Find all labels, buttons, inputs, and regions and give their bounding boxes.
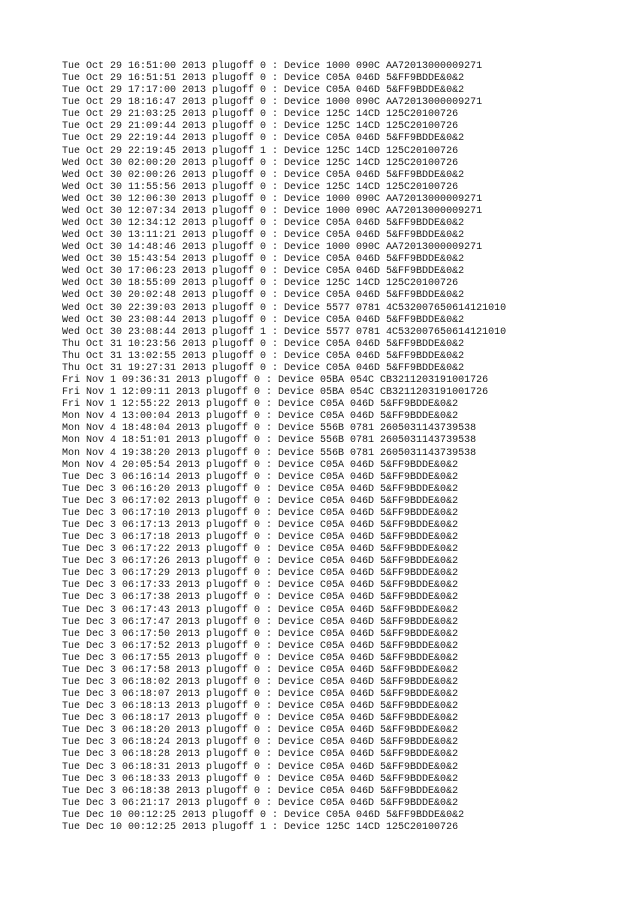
log-line: Tue Oct 29 17:17:00 2013 plugoff 0 : Device C05A 046D 5&FF9BDDE&0&2 — [62, 85, 465, 97]
log-line: Mon Nov 4 20:05:54 2013 plugoff 0 : Device C05A 046D 5&FF9BDDE&0&2 — [62, 459, 459, 471]
log-line: Mon Nov 4 18:51:01 2013 plugoff 0 : Device 556B 0781 2605031143739538 — [62, 435, 477, 447]
log-line: Thu Oct 31 10:23:56 2013 plugoff 0 : Device C05A 046D 5&FF9BDDE&0&2 — [62, 338, 465, 350]
log-line: Tue Dec 3 06:17:02 2013 plugoff 0 : Device C05A 046D 5&FF9BDDE&0&2 — [62, 495, 459, 507]
log-line: Tue Dec 3 06:18:17 2013 plugoff 0 : Device C05A 046D 5&FF9BDDE&0&2 — [62, 713, 459, 725]
log-line: Mon Nov 4 19:38:20 2013 plugoff 0 : Device 556B 0781 2605031143739538 — [62, 447, 477, 459]
log-line: Wed Oct 30 12:34:12 2013 plugoff 0 : Device C05A 046D 5&FF9BDDE&0&2 — [62, 218, 465, 230]
log-line: Tue Dec 3 06:17:18 2013 plugoff 0 : Device C05A 046D 5&FF9BDDE&0&2 — [62, 532, 459, 544]
log-line: Tue Dec 3 06:18:33 2013 plugoff 0 : Device C05A 046D 5&FF9BDDE&0&2 — [62, 773, 459, 785]
log-line: Wed Oct 30 23:08:44 2013 plugoff 1 : Device 5577 0781 4C532007650614121010 — [62, 326, 507, 338]
log-line: Tue Dec 3 06:18:02 2013 plugoff 0 : Device C05A 046D 5&FF9BDDE&0&2 — [62, 676, 459, 688]
log-line: Tue Dec 10 00:12:25 2013 plugoff 0 : Device C05A 046D 5&FF9BDDE&0&2 — [62, 809, 465, 821]
log-line: Tue Oct 29 16:51:51 2013 plugoff 0 : Device C05A 046D 5&FF9BDDE&0&2 — [62, 73, 465, 85]
log-line: Tue Oct 29 21:03:25 2013 plugoff 0 : Device 125C 14CD 125C20100726 — [62, 109, 459, 121]
log-line: Wed Oct 30 22:39:03 2013 plugoff 0 : Device 5577 0781 4C532007650614121010 — [62, 302, 507, 314]
log-line: Tue Dec 3 06:17:22 2013 plugoff 0 : Device C05A 046D 5&FF9BDDE&0&2 — [62, 544, 459, 556]
log-line: Tue Dec 3 06:16:14 2013 plugoff 0 : Device C05A 046D 5&FF9BDDE&0&2 — [62, 471, 459, 483]
log-line: Wed Oct 30 17:06:23 2013 plugoff 0 : Device C05A 046D 5&FF9BDDE&0&2 — [62, 266, 465, 278]
log-line: Wed Oct 30 02:00:20 2013 plugoff 0 : Device 125C 14CD 125C20100726 — [62, 157, 459, 169]
log-line: Tue Dec 3 06:18:31 2013 plugoff 0 : Device C05A 046D 5&FF9BDDE&0&2 — [62, 761, 459, 773]
log-line: Wed Oct 30 20:02:48 2013 plugoff 0 : Device C05A 046D 5&FF9BDDE&0&2 — [62, 290, 465, 302]
log-line: Tue Oct 29 16:51:00 2013 plugoff 0 : Device 1000 090C AA72013000009271 — [62, 61, 483, 72]
log-line: Wed Oct 30 11:55:56 2013 plugoff 0 : Device 125C 14CD 125C20100726 — [62, 181, 459, 193]
log-line: Fri Nov 1 12:55:22 2013 plugoff 0 : Device C05A 046D 5&FF9BDDE&0&2 — [62, 399, 459, 411]
log-line: Tue Dec 3 06:18:13 2013 plugoff 0 : Device C05A 046D 5&FF9BDDE&0&2 — [62, 701, 459, 713]
log-line: Tue Oct 29 22:19:45 2013 plugoff 1 : Device 125C 14CD 125C20100726 — [62, 145, 459, 157]
device-log — [62, 61, 506, 834]
log-line: Mon Nov 4 18:48:04 2013 plugoff 0 : Device 556B 0781 2605031143739538 — [62, 423, 477, 435]
log-line: Tue Dec 3 06:17:47 2013 plugoff 0 : Device C05A 046D 5&FF9BDDE&0&2 — [62, 616, 459, 628]
log-line: Tue Dec 3 06:17:13 2013 plugoff 0 : Device C05A 046D 5&FF9BDDE&0&2 — [62, 519, 459, 531]
log-line: Thu Oct 31 13:02:55 2013 plugoff 0 : Device C05A 046D 5&FF9BDDE&0&2 — [62, 350, 465, 362]
log-line: Wed Oct 30 14:48:46 2013 plugoff 0 : Device 1000 090C AA72013000009271 — [62, 242, 483, 254]
log-line: Wed Oct 30 13:11:21 2013 plugoff 0 : Device C05A 046D 5&FF9BDDE&0&2 — [62, 230, 465, 242]
log-line: Tue Dec 3 06:17:50 2013 plugoff 0 : Device C05A 046D 5&FF9BDDE&0&2 — [62, 628, 459, 640]
log-line: Tue Dec 3 06:17:55 2013 plugoff 0 : Device C05A 046D 5&FF9BDDE&0&2 — [62, 652, 459, 664]
log-line: Wed Oct 30 23:08:44 2013 plugoff 0 : Device C05A 046D 5&FF9BDDE&0&2 — [62, 314, 465, 326]
log-line: Tue Dec 3 06:17:10 2013 plugoff 0 : Device C05A 046D 5&FF9BDDE&0&2 — [62, 507, 459, 519]
log-line: Tue Dec 3 06:18:28 2013 plugoff 0 : Device C05A 046D 5&FF9BDDE&0&2 — [62, 749, 459, 761]
log-line: Wed Oct 30 02:00:26 2013 plugoff 0 : Device C05A 046D 5&FF9BDDE&0&2 — [62, 169, 465, 181]
log-line: Tue Oct 29 18:16:47 2013 plugoff 0 : Device 1000 090C AA72013000009271 — [62, 97, 483, 109]
log-line: Wed Oct 30 15:43:54 2013 plugoff 0 : Device C05A 046D 5&FF9BDDE&0&2 — [62, 254, 465, 266]
log-line: Wed Oct 30 12:07:34 2013 plugoff 0 : Device 1000 090C AA72013000009271 — [62, 205, 483, 217]
log-line: Wed Oct 30 18:55:09 2013 plugoff 0 : Device 125C 14CD 125C20100726 — [62, 278, 459, 290]
log-line: Tue Oct 29 22:19:44 2013 plugoff 0 : Device C05A 046D 5&FF9BDDE&0&2 — [62, 133, 465, 145]
log-line: Tue Dec 3 06:18:20 2013 plugoff 0 : Device C05A 046D 5&FF9BDDE&0&2 — [62, 725, 459, 737]
log-line: Tue Dec 3 06:17:29 2013 plugoff 0 : Device C05A 046D 5&FF9BDDE&0&2 — [62, 568, 459, 580]
log-line: Thu Oct 31 19:27:31 2013 plugoff 0 : Device C05A 046D 5&FF9BDDE&0&2 — [62, 362, 465, 374]
log-line: Tue Dec 3 06:21:17 2013 plugoff 0 : Device C05A 046D 5&FF9BDDE&0&2 — [62, 797, 459, 809]
log-line: Tue Dec 3 06:18:07 2013 plugoff 0 : Device C05A 046D 5&FF9BDDE&0&2 — [62, 689, 459, 701]
log-line: Tue Oct 29 21:09:44 2013 plugoff 0 : Device 125C 14CD 125C20100726 — [62, 121, 459, 133]
log-line: Tue Dec 3 06:16:20 2013 plugoff 0 : Device C05A 046D 5&FF9BDDE&0&2 — [62, 483, 459, 495]
log-line: Tue Dec 3 06:18:38 2013 plugoff 0 : Device C05A 046D 5&FF9BDDE&0&2 — [62, 785, 459, 797]
log-line: Tue Dec 10 00:12:25 2013 plugoff 1 : Device 125C 14CD 125C20100726 — [62, 821, 459, 833]
log-line: Tue Dec 3 06:18:24 2013 plugoff 0 : Device C05A 046D 5&FF9BDDE&0&2 — [62, 737, 459, 749]
log-line: Tue Dec 3 06:17:33 2013 plugoff 0 : Device C05A 046D 5&FF9BDDE&0&2 — [62, 580, 459, 592]
log-line: Tue Dec 3 06:17:26 2013 plugoff 0 : Device C05A 046D 5&FF9BDDE&0&2 — [62, 556, 459, 568]
log-line: Fri Nov 1 09:36:31 2013 plugoff 0 : Device 05BA 054C CB3211203191001726 — [62, 375, 489, 387]
log-line: Tue Dec 3 06:17:58 2013 plugoff 0 : Device C05A 046D 5&FF9BDDE&0&2 — [62, 664, 459, 676]
log-line: Wed Oct 30 12:06:30 2013 plugoff 0 : Device 1000 090C AA72013000009271 — [62, 193, 483, 205]
log-line: Tue Dec 3 06:17:52 2013 plugoff 0 : Device C05A 046D 5&FF9BDDE&0&2 — [62, 640, 459, 652]
log-line: Tue Dec 3 06:17:43 2013 plugoff 0 : Device C05A 046D 5&FF9BDDE&0&2 — [62, 604, 459, 616]
log-line: Mon Nov 4 13:00:04 2013 plugoff 0 : Device C05A 046D 5&FF9BDDE&0&2 — [62, 411, 459, 423]
log-line: Tue Dec 3 06:17:38 2013 plugoff 0 : Device C05A 046D 5&FF9BDDE&0&2 — [62, 592, 459, 604]
log-line: Fri Nov 1 12:09:11 2013 plugoff 0 : Device 05BA 054C CB3211203191001726 — [62, 387, 489, 399]
